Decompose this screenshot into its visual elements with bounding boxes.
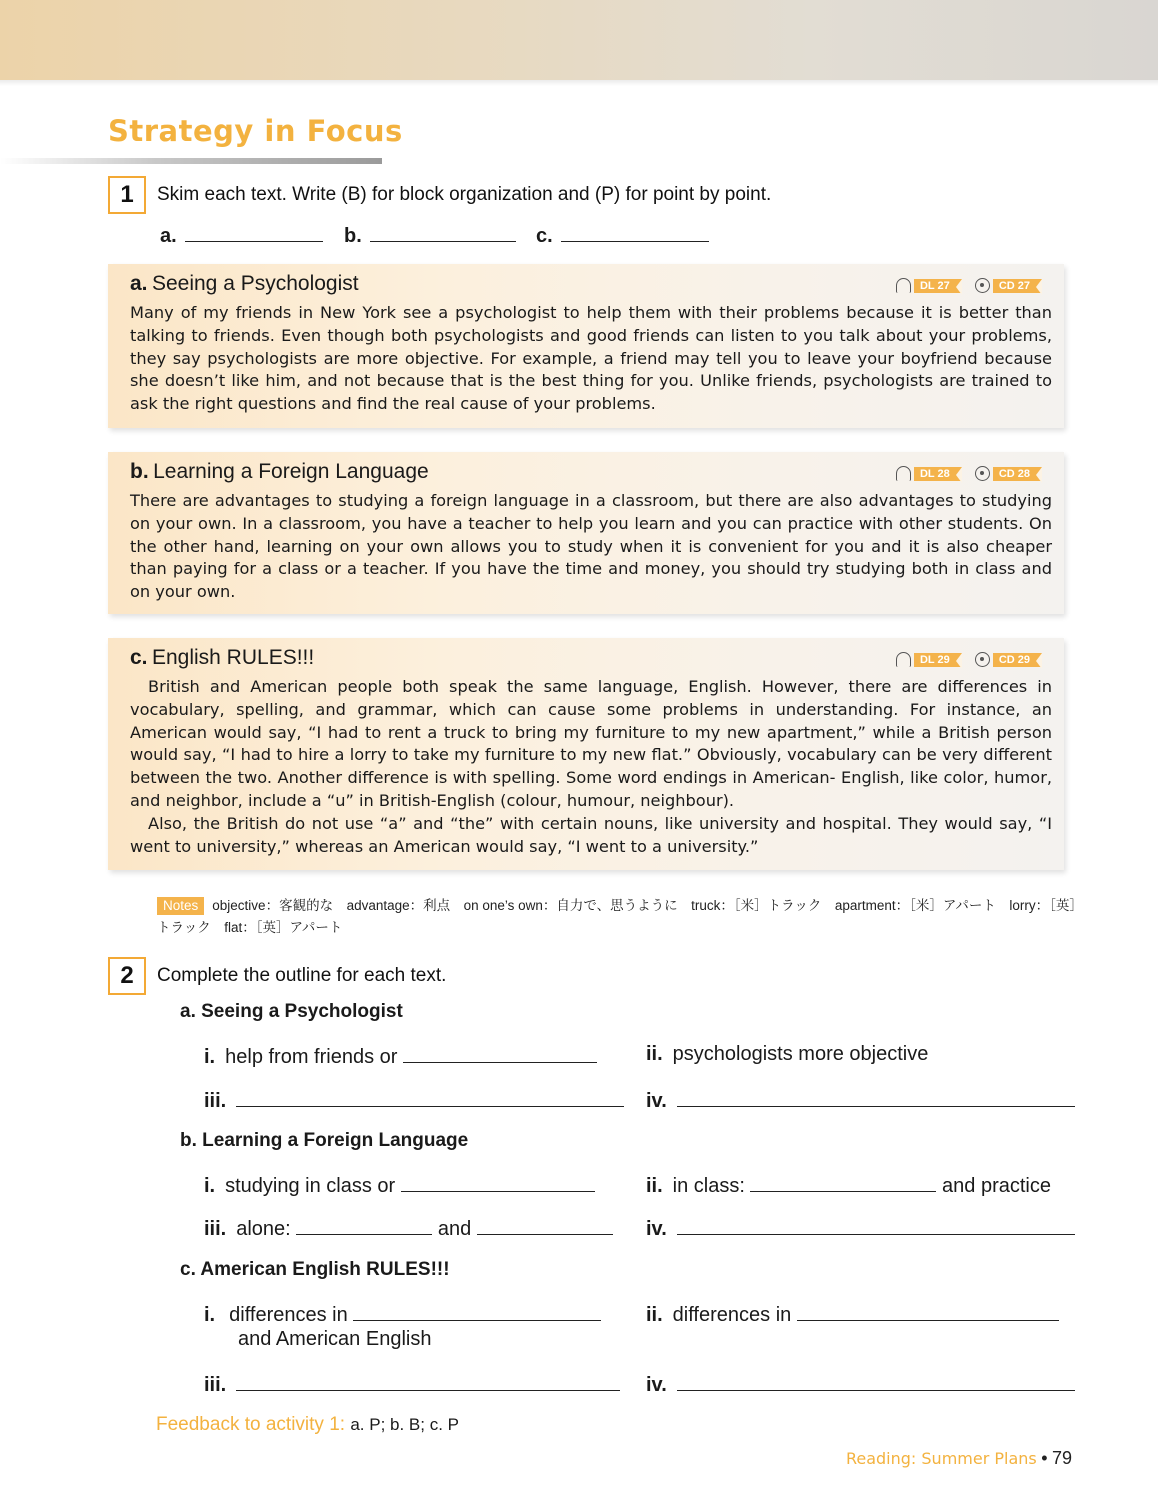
answer-a[interactable]: a. bbox=[160, 222, 323, 248]
passage-a bbox=[108, 264, 1064, 428]
activity-1-instruction: Skim each text. Write (B) for block organization and (P) for point by point. bbox=[157, 184, 772, 205]
passage-c-title: English RULES!!! bbox=[151, 646, 315, 669]
activity-2-instruction: Complete the outline for each text. bbox=[157, 965, 447, 986]
passage-a-header bbox=[130, 272, 1052, 302]
passage-c-audio bbox=[896, 652, 1052, 668]
outline-heading-c: c. American English RULES!!! bbox=[180, 1259, 450, 1280]
passage-c-header bbox=[130, 646, 1052, 676]
outline-c-iii[interactable]: iii. bbox=[204, 1371, 620, 1397]
cd-icon[interactable] bbox=[975, 466, 990, 481]
outline-c-i-continued: and American English bbox=[238, 1328, 432, 1350]
page-footer bbox=[846, 1448, 1072, 1469]
cd-track-tag[interactable]: CD 27 bbox=[993, 279, 1042, 293]
passage-c bbox=[108, 638, 1064, 870]
passage-a-letter: a. bbox=[130, 272, 148, 295]
notes-text: objective：客観的な advantage：利点 on one’s own：自力で、思うように truck：［米］トラック apartment：［米］アパート lorry：［英］トラック flat：［英］アパート bbox=[157, 898, 1077, 935]
cd-icon[interactable] bbox=[975, 278, 990, 293]
outline-b-i[interactable]: i. studying in class or bbox=[204, 1172, 595, 1198]
passage-c-letter: c. bbox=[130, 646, 148, 669]
headphones-icon[interactable] bbox=[896, 278, 911, 293]
passage-b-letter: b. bbox=[130, 460, 149, 483]
outline-a-iv[interactable]: iv. bbox=[646, 1087, 1075, 1113]
outline-b-ii[interactable]: ii. in class: and practice bbox=[646, 1172, 1051, 1198]
outline-a-iii[interactable]: iii. bbox=[204, 1087, 624, 1113]
passage-a-title: Seeing a Psychologist bbox=[151, 272, 359, 295]
passage-b-title: Learning a Foreign Language bbox=[153, 460, 429, 483]
passage-a-audio bbox=[896, 278, 1052, 294]
feedback-line bbox=[156, 1414, 459, 1436]
outline-c-ii[interactable]: ii. differences in bbox=[646, 1301, 1059, 1327]
passage-a-text: Many of my friends in New York see a psychologist to help them with their problems because it is better than talking to friends. Even though both psychologists and good friends can listen to you talk about your problems, they say psychologists are more objective. For example, a friend may tell you to leave your boyfriend because she doesn’t like him, and not because that is the best thing for you. Unlike friends, psychologists are trained to ask the right questions and find the real cause of your problems. bbox=[130, 303, 1052, 414]
passage-b-text: There are advantages to studying a foreign language in a classroom, but there are also advantages to studying on your own. In a classroom, you have a teacher to help you learn and you can practice with other students. On the other hand, learning on your own allows you to study when it is convenient for you and it is also cheaper than paying for a class or a teacher. If you have the time and money, you should try studying both in class and on your own. bbox=[130, 491, 1052, 602]
feedback-label: Feedback to activity 1: bbox=[156, 1414, 346, 1435]
passage-b-audio bbox=[896, 466, 1052, 482]
headphones-icon[interactable] bbox=[896, 466, 911, 481]
passage-b bbox=[108, 452, 1064, 614]
outline-heading-a: a. Seeing a Psychologist bbox=[180, 1001, 403, 1022]
headphones-icon[interactable] bbox=[896, 652, 911, 667]
outline-a-ii: ii. psychologists more objective bbox=[646, 1043, 929, 1065]
passage-b-header bbox=[130, 460, 1052, 490]
outline-heading-b: b. Learning a Foreign Language bbox=[180, 1130, 469, 1151]
outline-b-iii[interactable]: iii. alone: and bbox=[204, 1215, 613, 1241]
cd-icon[interactable] bbox=[975, 652, 990, 667]
section-title: Strategy in Focus bbox=[108, 114, 403, 148]
outline-a-i[interactable]: i. help from friends or bbox=[204, 1043, 597, 1069]
header-band bbox=[0, 0, 1158, 80]
answer-b[interactable]: b. bbox=[344, 222, 516, 248]
dl-track-tag[interactable]: DL 28 bbox=[914, 467, 962, 481]
activity-1-number: 1 bbox=[108, 176, 146, 214]
feedback-answer: a. P; b. B; c. P bbox=[350, 1415, 459, 1434]
vocabulary-notes bbox=[157, 895, 1077, 939]
footer-unit-title: Reading: Summer Plans bbox=[845, 1449, 1037, 1468]
activity-1-answers bbox=[160, 222, 720, 252]
answer-c[interactable]: c. bbox=[536, 222, 709, 248]
passage-c-paragraph-2: Also, the British do not use “a” and “the” with certain nouns, like university and hospital. They would say, “I went to university,” whereas an American would say, “I went to a university.” bbox=[130, 813, 1052, 856]
outline-c-iv[interactable]: iv. bbox=[646, 1371, 1075, 1397]
dl-track-tag[interactable]: DL 29 bbox=[914, 653, 962, 667]
passage-c-paragraph-1: British and American people both speak the same language, English. However, there are differences in vocabulary, spelling, and grammar, which can cause some problems in understanding. For instance, an American would say, “I had to rent a truck to bring my furniture to my new apartment,” while a British person would say, “I had to hire a lorry to take my furniture to my new flat.” Obviously, vocabulary can be very different between the two. Another difference is with spelling. Some word endings in American- English, like color, humor, and neighbor, include a “u” in British-English (colour, humour, neighbour). bbox=[130, 677, 1052, 810]
page-number: 79 bbox=[1051, 1448, 1072, 1468]
title-underline bbox=[0, 158, 382, 164]
outline-c-i[interactable]: i. differences in bbox=[204, 1301, 601, 1327]
footer-separator: • bbox=[1041, 1448, 1048, 1468]
cd-track-tag[interactable]: CD 28 bbox=[993, 467, 1042, 481]
activity-2-number: 2 bbox=[108, 957, 146, 995]
cd-track-tag[interactable]: CD 29 bbox=[993, 653, 1042, 667]
notes-label: Notes bbox=[157, 897, 204, 915]
dl-track-tag[interactable]: DL 27 bbox=[914, 279, 962, 293]
outline-b-iv[interactable]: iv. bbox=[646, 1215, 1075, 1241]
